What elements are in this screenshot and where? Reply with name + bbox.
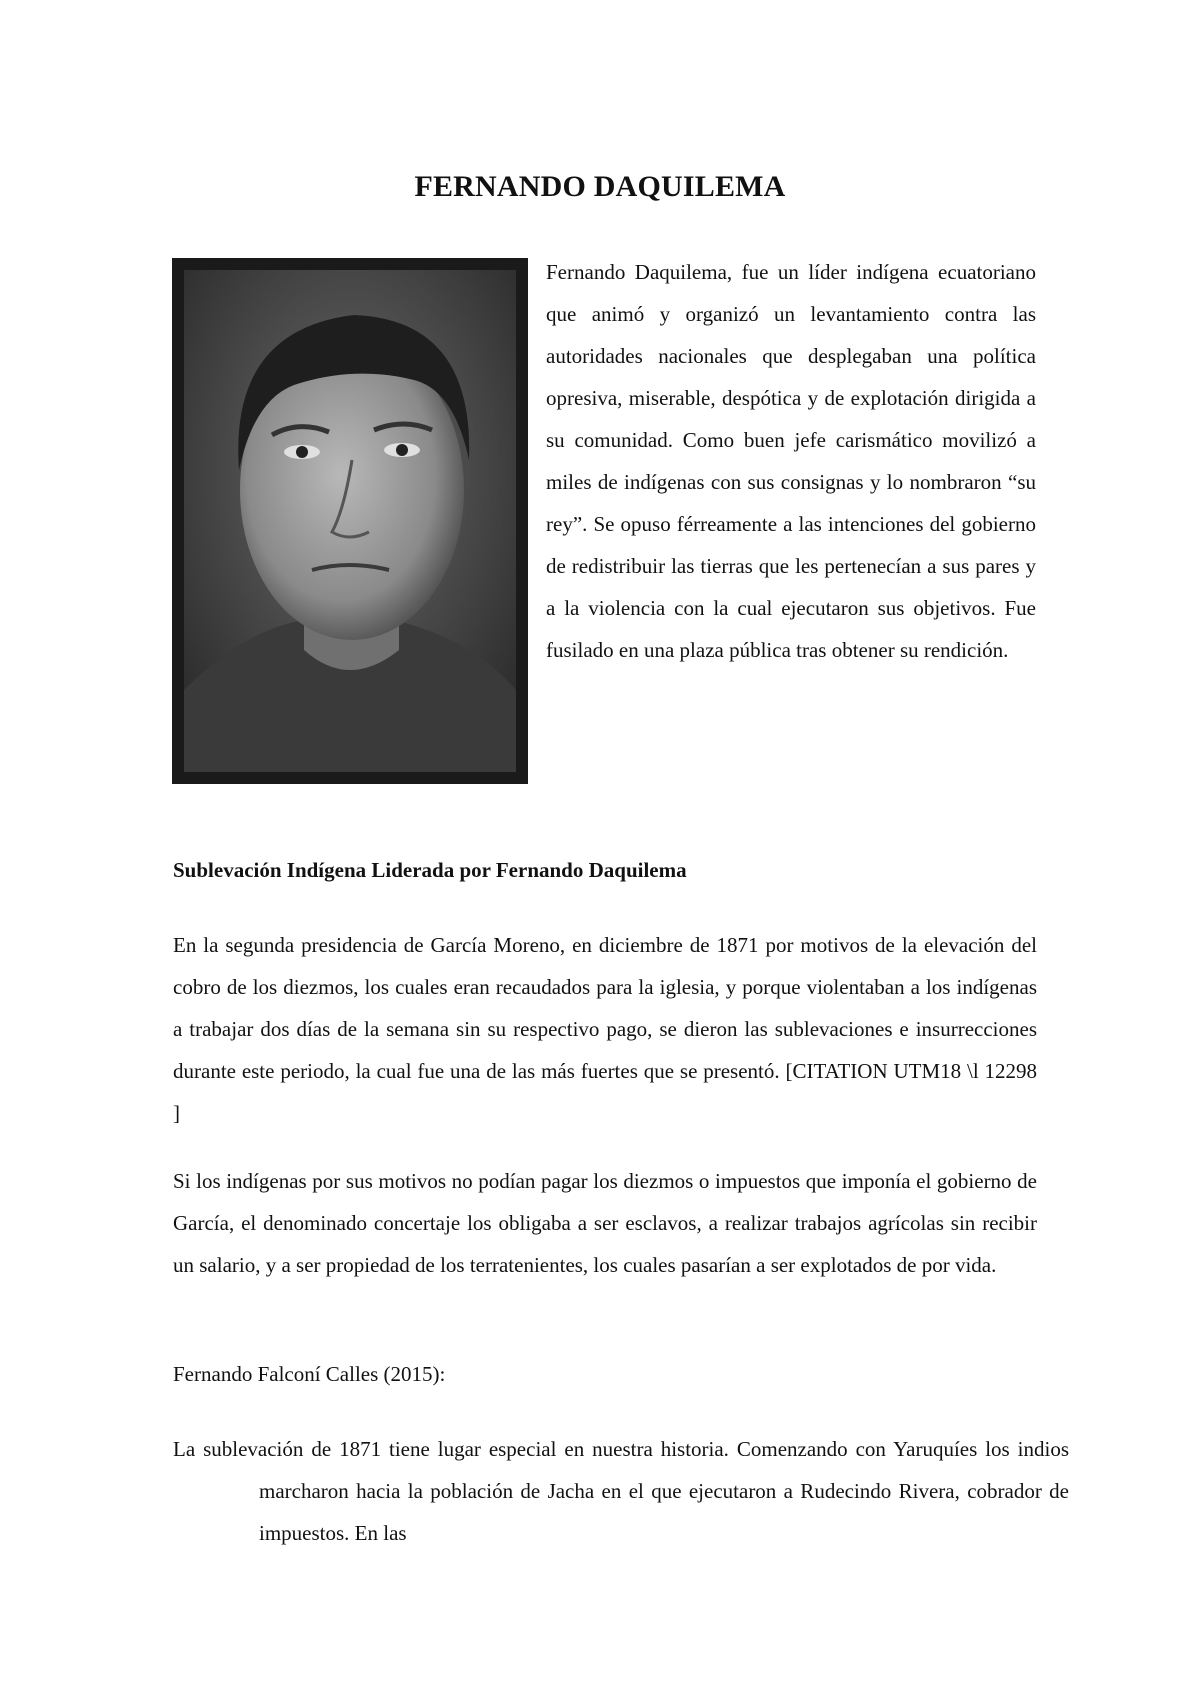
paragraph-1: En la segunda presidencia de García Moreno, en diciembre de 1871 por motivos de la elevación del cobro de los diezmos, los cuales eran recaudados para la iglesia, y porque violentaban a los indígenas a trabajar dos días de la semana sin su respectivo pago, se dieron las sublevaciones e insurrecciones durante este periodo, la cual fue una de las más fuertes que se presentó. [CITATION UTM18 \l 12298 ] xyxy=(173,933,1037,1125)
page-title: FERNANDO DAQUILEMA xyxy=(414,170,786,203)
portrait-photo-icon xyxy=(184,270,516,772)
block-quote: La sublevación de 1871 tiene lugar especial en nuestra historia. Comenzando con Yaruquíes los indios marcharon hacia la población de Jacha en el que ejecutaron a Rudecindo Rivera, cobrador de impuestos. En las xyxy=(173,1437,1069,1545)
intro-paragraph: Fernando Daquilema, fue un líder indígena ecuatoriano que animó y organizó un levantamiento contra las autoridades nacionales que desplegaban una política opresiva, miserable, despótica y de explotación dirigida a su comunidad. Como buen jefe carismático movilizó a miles de indígenas con sus consignas y lo nombraron “su rey”. Se opuso férreamente a las intenciones del gobierno de redistribuir las tierras que les pertenecían a sus pares y a la violencia con la cual ejecutaron sus objetivos. Fue fusilado en una plaza pública tras obtener su rendición. xyxy=(546,260,1036,662)
portrait-image xyxy=(172,258,528,784)
paragraph-2: Si los indígenas por sus motivos no podían pagar los diezmos o impuestos que imponía el gobierno de García, el denominado concertaje los obligaba a ser esclavos, a realizar trabajos agrícolas sin recibir un salario, y a ser propiedad de los terratenientes, los cuales pasarían a ser explotados de por vida. xyxy=(173,1169,1037,1277)
section-heading: Sublevación Indígena Liderada por Fernando Daquilema xyxy=(173,858,687,882)
citation-author-line: Fernando Falconí Calles (2015): xyxy=(173,1362,446,1386)
